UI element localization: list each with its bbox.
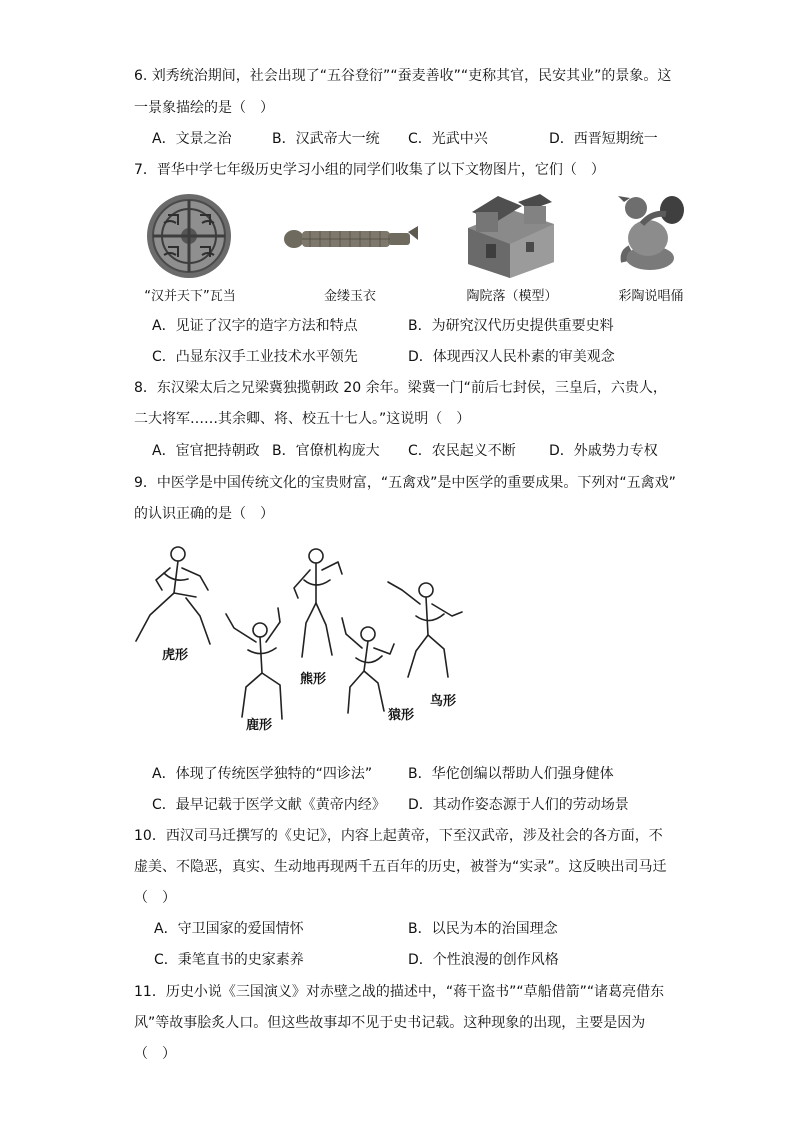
label-tiger-form: 虎形	[162, 648, 189, 663]
q7-option-b: B．为研究汉代历史提供重要史料	[408, 318, 614, 334]
q6-stem-line1: 6. 刘秀统治期间，社会出现了“五谷登衍”“蚕麦善收”“吏称其官，民安其业”的景象。这	[134, 68, 672, 84]
q9-stem-line1: 9．中医学是中国传统文化的宝贵财富，“五禽戏”是中医学的重要成果。下列对“五禽戏”	[134, 475, 676, 491]
q8-option-a: A．宦官把持朝政	[152, 443, 260, 459]
q9-option-c: C．最早记载于医学文献《黄帝内经》	[152, 797, 386, 813]
q8-stem-line1: 8．东汉梁太后之兄梁冀独揽朝政 20 余年。梁冀一门“前后七封侯，三皇后，六贵人，	[134, 380, 667, 396]
label-bear-form: 熊形	[300, 672, 327, 687]
q8-option-b: B．官僚机构庞大	[272, 443, 380, 459]
q10-option-a: A．守卫国家的爱国情怀	[154, 921, 304, 937]
q6-stem-line2: 一景象描绘的是（ ）	[134, 100, 274, 116]
q11-stem-line2: 风”等故事脍炙人口。但这些故事却不见于史书记载。这种现象的出现，主要是因为	[134, 1015, 646, 1031]
q8-option-c: C．农民起义不断	[408, 443, 516, 459]
storyteller-figurine-image	[612, 188, 688, 272]
q9-option-d: D．其动作姿态源于人们的劳动场景	[408, 797, 629, 813]
wadang-tile-image	[146, 193, 232, 279]
label-bird-form: 鸟形	[430, 694, 457, 709]
q6-option-c: C．光武中兴	[408, 131, 488, 147]
q9-option-b: B．华佗创编以帮助人们强身健体	[408, 766, 614, 782]
jade-burial-suit-image	[280, 222, 420, 256]
q7-option-d: D．体现西汉人民朴素的审美观念	[408, 349, 615, 365]
caption-wadang: “汉并天下”瓦当	[144, 289, 236, 304]
caption-figurine: 彩陶说唱俑	[618, 289, 684, 304]
q9-stem-line2: 的认识正确的是（ ）	[134, 506, 274, 522]
q8-stem-line2: 二大将军……其余卿、将、校五十七人。”这说明（ ）	[134, 411, 471, 427]
q11-stem-line1: 11．历史小说《三国演义》对赤壁之战的描述中，“蒋干盗书”“草船借箭”“诸葛亮借东	[134, 984, 665, 1000]
q10-option-b: B．以民为本的治国理念	[408, 921, 558, 937]
q10-stem-line2: 虚美、不隐恶，真实、生动地再现两千五百年的历史，被誉为“实录”。这反映出司马迁	[134, 859, 667, 875]
caption-courtyard: 陶院落（模型）	[466, 289, 558, 304]
label-deer-form: 鹿形	[246, 718, 273, 733]
q11-stem-line3: （ ）	[134, 1046, 176, 1062]
pottery-courtyard-model-image	[462, 188, 558, 280]
q10-option-c: C．秉笔直书的史家素养	[154, 952, 304, 968]
q10-stem-line3: （ ）	[134, 890, 176, 906]
q6-option-a: A．文景之治	[152, 131, 232, 147]
q6-option-d: D．西晋短期统一	[549, 131, 658, 147]
q6-option-b: B．汉武帝大一统	[272, 131, 380, 147]
five-animal-exercises-figure	[134, 538, 479, 736]
caption-jade-suit: 金缕玉衣	[323, 289, 376, 304]
q10-stem-line1: 10．西汉司马迁撰写的《史记》，内容上起黄帝，下至汉武帝，涉及社会的各方面，不	[134, 828, 663, 844]
q10-option-d: D．个性浪漫的创作风格	[408, 952, 559, 968]
q9-option-a: A．体现了传统医学独特的“四诊法”	[152, 766, 373, 782]
q7-option-c: C．凸显东汉手工业技术水平领先	[152, 349, 358, 365]
label-ape-form: 猿形	[388, 708, 415, 723]
q8-option-d: D．外戚势力专权	[549, 443, 658, 459]
q7-option-a: A．见证了汉字的造字方法和特点	[152, 318, 358, 334]
q7-stem-line1: 7．晋华中学七年级历史学习小组的同学们收集了以下文物图片，它们（ ）	[134, 162, 605, 178]
